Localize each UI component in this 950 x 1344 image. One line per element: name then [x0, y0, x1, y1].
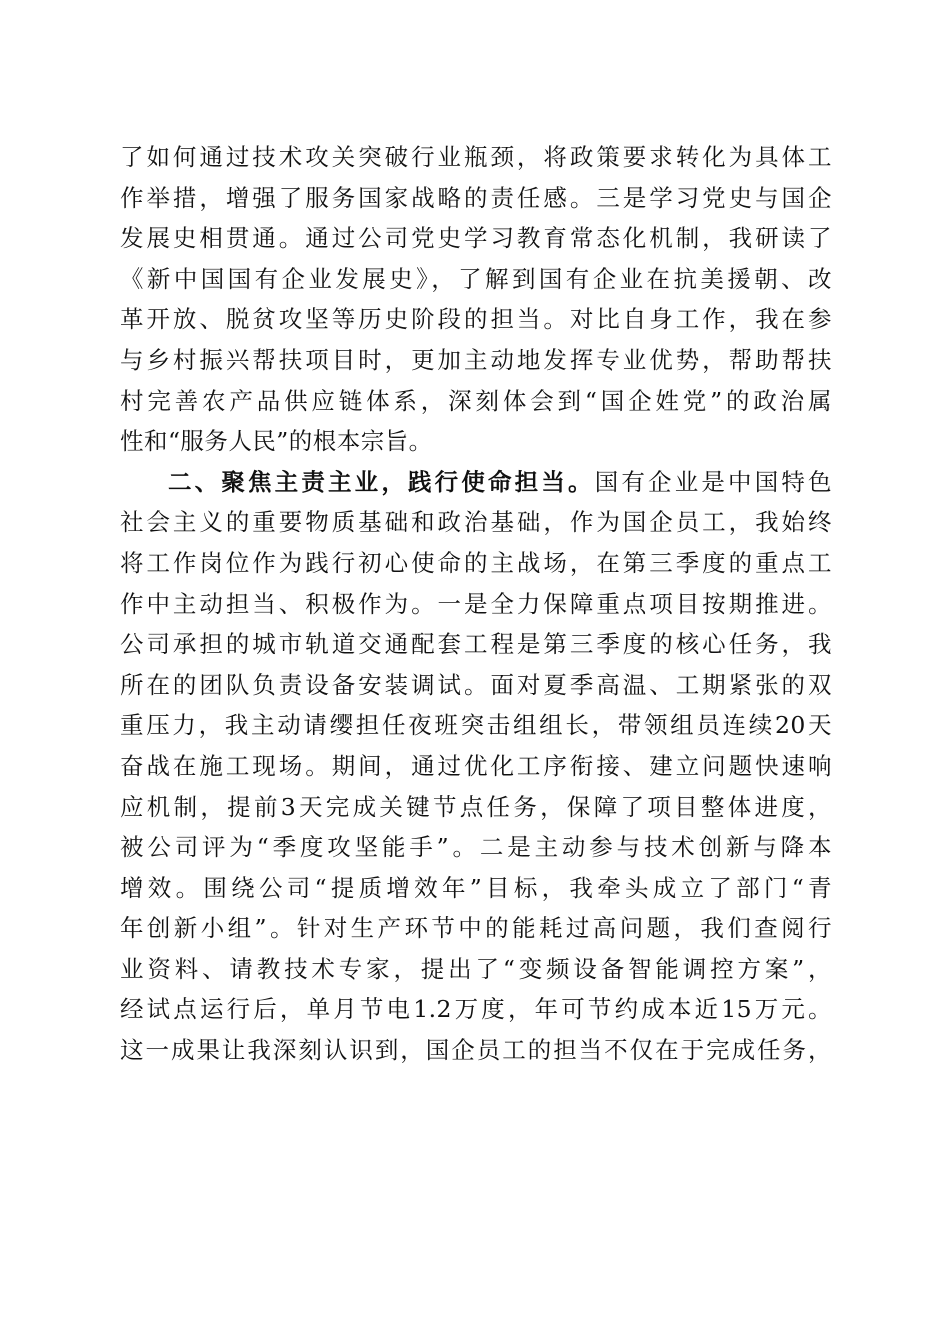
text-run: 国有企业是中国特色 [594, 467, 832, 496]
text-line: 社会主义的重要物质基础和政治基础，作为国企员工，我始终 [120, 508, 832, 537]
text-line: 革开放、脱贫攻坚等历史阶段的担当。对比自身工作，我在参 [120, 305, 832, 334]
text-line: 重压力，我主动请缨担任夜班突击组组长，带领组员连续20天 [120, 711, 832, 740]
text-line: 被公司评为“季度攻坚能手”。二是主动参与技术创新与降本 [120, 833, 832, 862]
text-line: 增效。围绕公司“提质增效年”目标，我牵头成立了部门“青 [120, 873, 832, 902]
text-line: 公司承担的城市轨道交通配套工程是第三季度的核心任务，我 [120, 630, 832, 659]
text-line: 作中主动担当、积极作为。一是全力保障重点项目按期推进。 [120, 589, 832, 618]
text-line: 经试点运行后，单月节电1.2万度，年可节约成本近15万元。 [120, 995, 832, 1024]
section-heading: 二、聚焦主责主业，践行使命担当。 [168, 467, 595, 496]
text-line: 《新中国国有企业发展史》，了解到国有企业在抗美援朝、改 [120, 264, 832, 293]
text-line: 村完善农产品供应链体系，深刻体会到“国企姓党”的政治属 [120, 386, 832, 415]
text-line: 作举措，增强了服务国家战略的责任感。三是学习党史与国企 [120, 183, 832, 212]
text-line: 将工作岗位作为践行初心使命的主战场，在第三季度的重点工 [120, 548, 832, 577]
text-line: 奋战在施工现场。期间，通过优化工序衔接、建立问题快速响 [120, 751, 832, 780]
text-line: 业资料、请教技术专家，提出了“变频设备智能调控方案”， [120, 954, 832, 983]
text-line: 所在的团队负责设备安装调试。面对夏季高温、工期紧张的双 [120, 670, 832, 699]
text-line: 了如何通过技术攻关突破行业瓶颈，将政策要求转化为具体工 [120, 143, 832, 171]
text-line: 年创新小组”。针对生产环节中的能耗过高问题，我们查阅行 [120, 914, 832, 943]
text-line: 这一成果让我深刻认识到，国企员工的担当不仅在于完成任务， [120, 1036, 832, 1065]
body-text [120, 137, 832, 1071]
text-line: 应机制，提前3天完成关键节点任务，保障了项目整体进度， [120, 792, 832, 821]
text-line: 性和“服务人民”的根本宗旨。 [120, 427, 433, 456]
text-line: 与乡村振兴帮扶项目时，更加主动地发挥专业优势，帮助帮扶 [120, 345, 832, 374]
text-line: 发展史相贯通。通过公司党史学习教育常态化机制，我研读了 [120, 224, 832, 253]
section-heading-line [120, 462, 832, 503]
